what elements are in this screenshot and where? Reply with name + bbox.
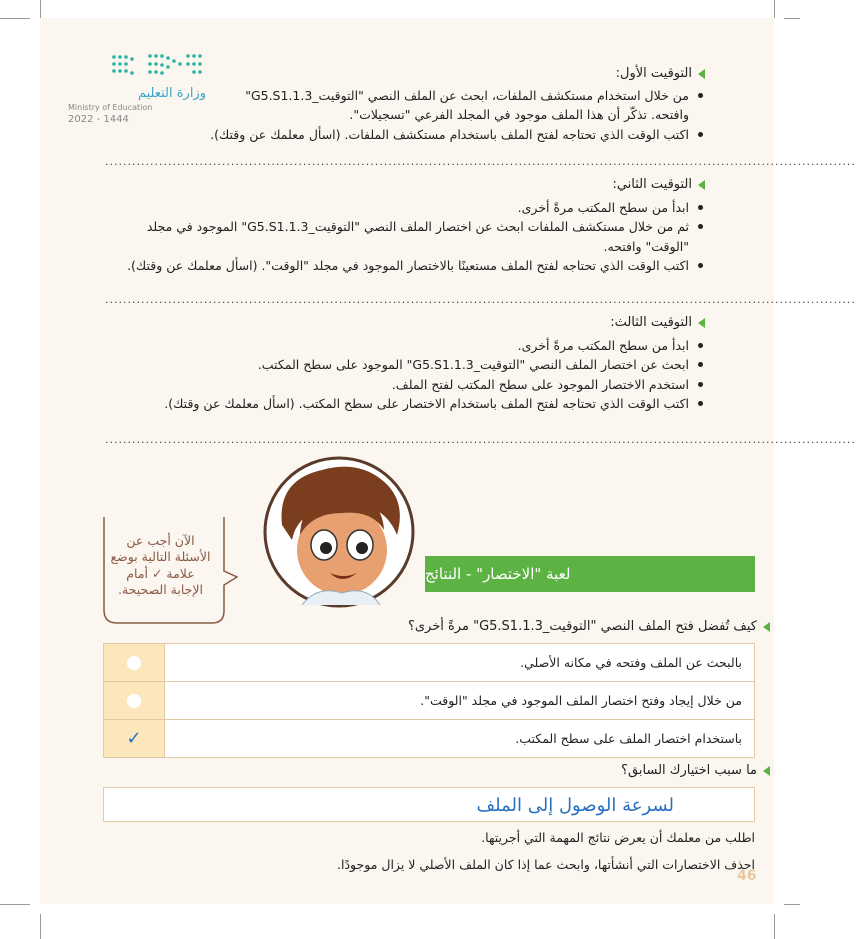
- list-item: ثم من خلال مستكشف الملفات ابحث عن اختصار الملف النصي "التوقيت_G5.S1.1.3" الموجود في مجلد "الوقت" وافتحه.: [105, 217, 705, 256]
- page-number: 46: [737, 868, 757, 884]
- ministry-logo: [68, 52, 213, 130]
- section1-title: التوقيت الأول:: [615, 66, 692, 81]
- list-item: اكتب الوقت الذي تحتاجه لفتح الملف باستخدام الاختصار على سطح المكتب. (اسأل معلمك عن وقتك).: [105, 394, 705, 413]
- instruction-line: احذف الاختصارات التي أنشأتها، وابحث عما إذا كان الملف الأصلي لا يزال موجودًا.: [337, 857, 755, 872]
- option-label: من خلال إيجاد وفتح اختصار الملف الموجود في مجلد "الوقت".: [165, 682, 755, 720]
- logo-arabic-text: وزارة التعليم: [137, 86, 206, 101]
- question1-text: كيف تُفضل فتح الملف النصي "التوقيت_G5.S1.1.3" مرةً أخرى؟: [407, 619, 757, 634]
- boy-character-illustration: [262, 455, 417, 610]
- list-item: ابدأ من سطح المكتب مرةً أخرى.: [105, 336, 705, 355]
- section1-list: [225, 86, 705, 125]
- option-checkbox[interactable]: [104, 644, 165, 682]
- game-results-banner: [425, 556, 755, 592]
- section3-heading: [610, 315, 705, 330]
- list-item: اكتب الوقت الذي تحتاجه لفتح الملف باستخدام مستكشف الملفات. (اسأل معلمك عن وقتك).: [105, 125, 705, 144]
- bubble-line: الإجابة الصحيحة.: [118, 581, 203, 597]
- answer-dotted-line: .......................................................................................................................................................................: [105, 433, 856, 446]
- answer-dotted-line: .......................................................................................................................................................................: [105, 155, 856, 168]
- section2-list: [105, 198, 705, 276]
- crop-mark: [40, 0, 41, 18]
- list-item: ابحث عن اختصار الملف النصي "التوقيت_G5.S1.1.3" الموجود على سطح المكتب.: [105, 355, 705, 374]
- bubble-line: الأسئلة التالية بوضع: [110, 549, 211, 565]
- logo-english-text: Ministry of Education: [68, 103, 153, 112]
- list-item: استخدم الاختصار الموجود على سطح المكتب لفتح الملف.: [105, 375, 705, 394]
- answer-options-table: [103, 643, 755, 758]
- question2-heading: [621, 763, 770, 778]
- section2-heading: [612, 177, 705, 192]
- list-item: من خلال استخدام مستكشف الملفات، ابحث عن الملف النصي "التوقيت_G5.S1.1.3" وافتحه. تذكّر أن هذا الملف موجود في المجلد الفرعي "تسجيلات".: [225, 86, 705, 125]
- game-title: لعبة "الاختصار" - النتائج: [425, 565, 571, 583]
- instruction-line: اطلب من معلمك أن يعرض نتائج المهمة التي أجريتها.: [481, 830, 755, 845]
- speech-bubble-text: [108, 533, 213, 598]
- option-checkbox[interactable]: [104, 682, 165, 720]
- logo-dots-icon: [110, 52, 205, 82]
- question2-text: ما سبب اختيارك السابق؟: [621, 763, 757, 778]
- section3-list: [105, 336, 705, 414]
- section1-heading: [616, 66, 705, 81]
- bubble-line: علامة ✓ أمام: [126, 565, 195, 581]
- crop-mark: [0, 904, 30, 905]
- bullet-triangle-icon: [763, 766, 770, 776]
- crop-mark: [40, 914, 41, 939]
- section3-title: التوقيت الثالث:: [610, 315, 692, 330]
- reason-answer-field[interactable]: [103, 787, 755, 822]
- crop-mark: [774, 0, 775, 18]
- list-item: ابدأ من سطح المكتب مرةً أخرى.: [105, 198, 705, 217]
- crop-mark: [0, 18, 30, 19]
- empty-circle-icon: [127, 656, 141, 670]
- crop-mark: [774, 914, 775, 939]
- crop-mark: [784, 904, 800, 905]
- option-label: باستخدام اختصار الملف على سطح المكتب.: [165, 720, 755, 758]
- bullet-triangle-icon: [698, 69, 705, 79]
- logo-year: 2022 - 1444: [68, 114, 129, 125]
- checkmark-icon: ✓: [126, 728, 142, 749]
- section2-title: التوقيت الثاني:: [612, 177, 692, 192]
- crop-mark: [784, 18, 800, 19]
- empty-circle-icon: [127, 694, 141, 708]
- bubble-line: الآن أجب عن: [126, 533, 195, 548]
- answer-dotted-line: .......................................................................................................................................................................: [105, 293, 856, 306]
- option-checkbox[interactable]: [104, 720, 165, 758]
- handwritten-answer: لسرعة الوصول إلى الملف: [476, 795, 674, 816]
- list-item: اكتب الوقت الذي تحتاجه لفتح الملف مستعينًا بالاختصار الموجود في مجلد "الوقت". (اسأل معلمك عن وقتك).: [105, 256, 705, 275]
- question1-heading: [408, 619, 770, 634]
- table-row: [104, 682, 755, 720]
- table-row: [104, 720, 755, 758]
- section1-list-cont: [105, 125, 705, 144]
- bullet-triangle-icon: [763, 622, 770, 632]
- bullet-triangle-icon: [698, 318, 705, 328]
- table-row: [104, 644, 755, 682]
- bullet-triangle-icon: [698, 180, 705, 190]
- option-label: بالبحث عن الملف وفتحه في مكانه الأصلي.: [165, 644, 755, 682]
